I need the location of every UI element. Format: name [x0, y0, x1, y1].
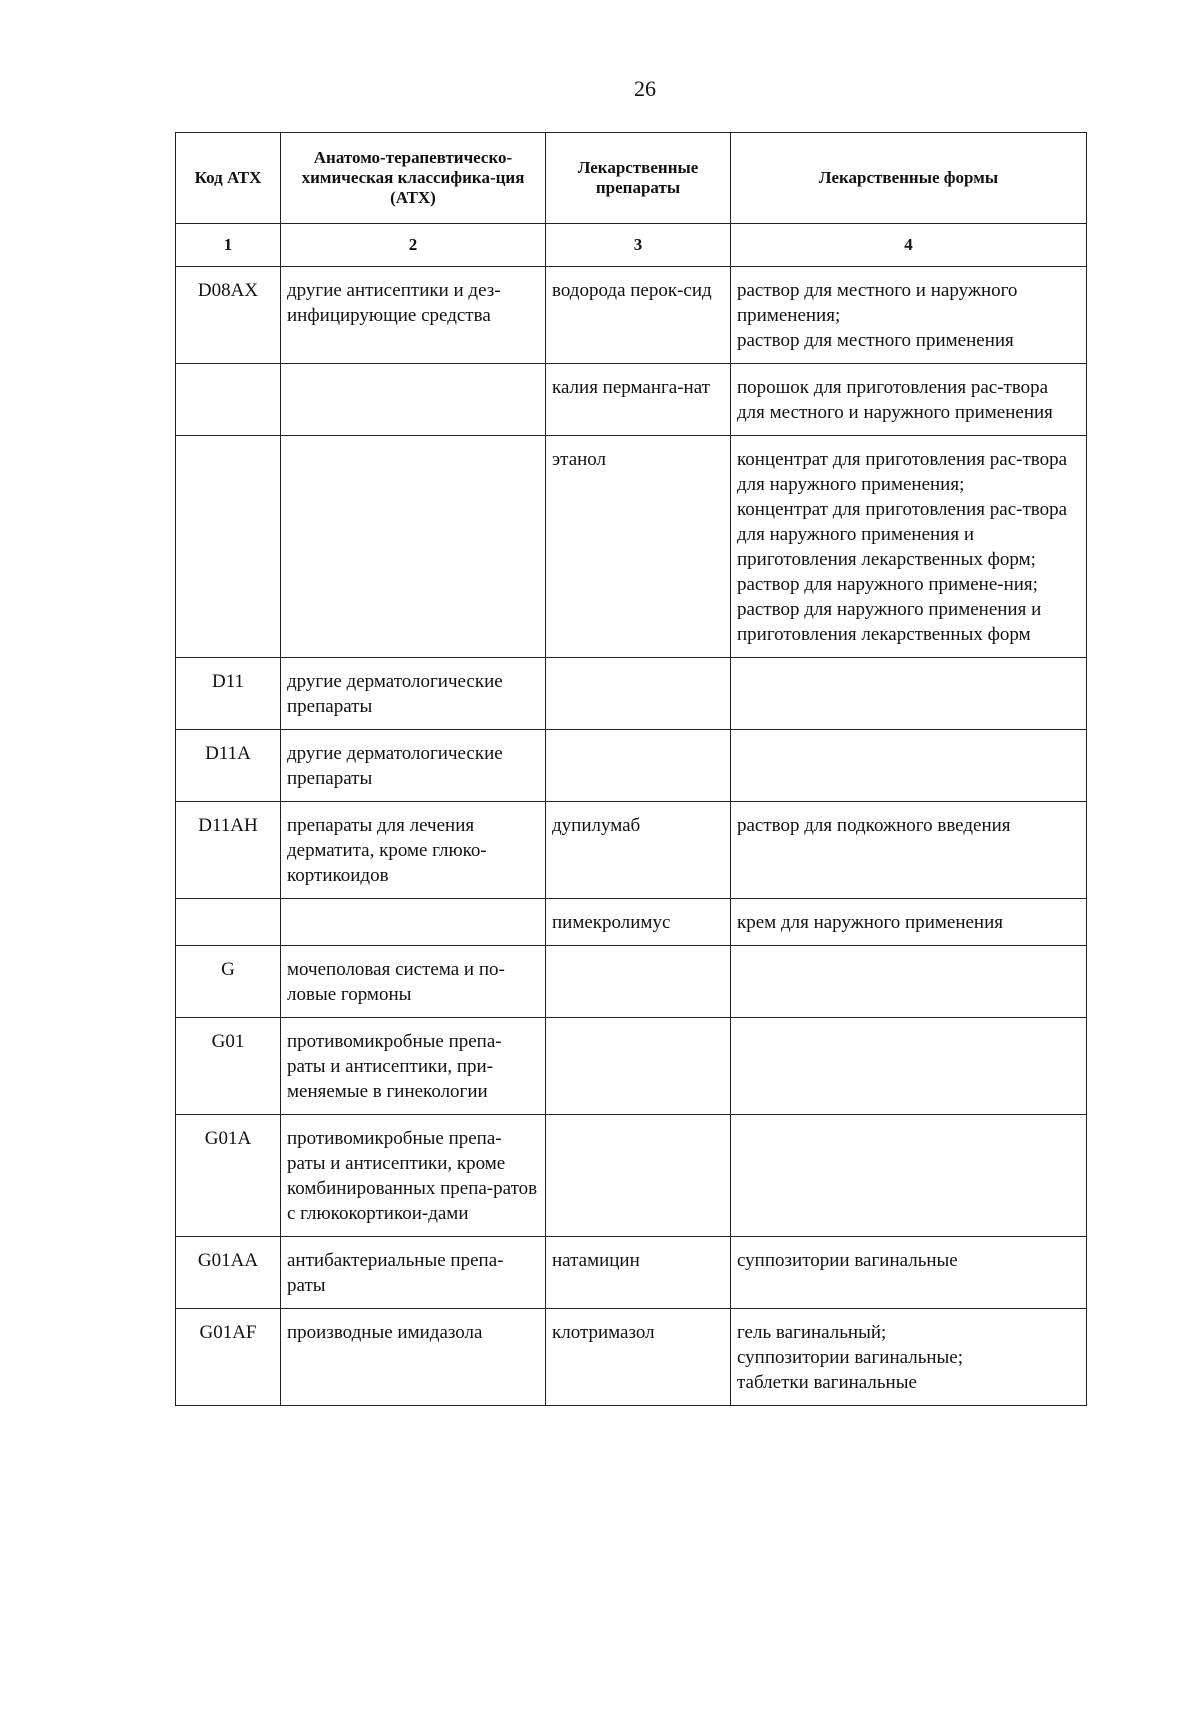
table-row — [176, 899, 1087, 946]
table-row — [176, 802, 1087, 899]
atx-code-cell — [176, 364, 281, 436]
dosage-forms-cell: гель вагинальный; суппозитории вагинальные; таблетки вагинальные — [731, 1309, 1087, 1406]
classification-cell — [281, 436, 546, 658]
drug-cell: пимекролимус — [546, 899, 731, 946]
table-row — [176, 658, 1087, 730]
table-row — [176, 1237, 1087, 1309]
atx-code-cell: G01AA — [176, 1237, 281, 1309]
classification-cell: противомикробные препа-раты и антисептики, при-меняемые в гинекологии — [281, 1018, 546, 1115]
classification-cell: препараты для лечения дерматита, кроме глюко-кортикоидов — [281, 802, 546, 899]
atx-code-cell: G — [176, 946, 281, 1018]
classification-cell: другие дерматологические препараты — [281, 658, 546, 730]
atx-code-cell — [176, 899, 281, 946]
atx-code-cell: D11AH — [176, 802, 281, 899]
column-number-row — [176, 224, 1087, 267]
atx-code-cell: D11 — [176, 658, 281, 730]
table-row — [176, 1309, 1087, 1406]
dosage-forms-cell: концентрат для приготовления рас-твора для наружного применения; концентрат для приготовления рас-твора для наружного применения и приготовления лекарственных форм; раствор для наружного примене-ния; раствор для наружного применения и приготовления лекарственных форм — [731, 436, 1087, 658]
table-row — [176, 364, 1087, 436]
table-header-row — [176, 133, 1087, 224]
classification-cell: производные имидазола — [281, 1309, 546, 1406]
header-forms: Лекарственные формы — [731, 133, 1087, 224]
dosage-forms-cell — [731, 1018, 1087, 1115]
dosage-forms-cell: раствор для подкожного введения — [731, 802, 1087, 899]
drug-cell — [546, 658, 731, 730]
atx-table — [175, 132, 1087, 1406]
column-number: 4 — [731, 224, 1087, 267]
atx-code-cell — [176, 436, 281, 658]
table-row — [176, 1115, 1087, 1237]
dosage-forms-cell — [731, 946, 1087, 1018]
drug-cell: дупилумаб — [546, 802, 731, 899]
column-number: 1 — [176, 224, 281, 267]
atx-code-cell: G01A — [176, 1115, 281, 1237]
column-number: 3 — [546, 224, 731, 267]
header-drugs: Лекарственные препараты — [546, 133, 731, 224]
classification-cell — [281, 899, 546, 946]
header-code: Код АТХ — [176, 133, 281, 224]
column-number: 2 — [281, 224, 546, 267]
dosage-forms-cell — [731, 730, 1087, 802]
atx-code-cell: G01 — [176, 1018, 281, 1115]
table-row — [176, 267, 1087, 364]
drug-cell: калия перманга-нат — [546, 364, 731, 436]
classification-cell: противомикробные препа-раты и антисептики, кроме комбинированных препа-ратов с глюкокортикои-дами — [281, 1115, 546, 1237]
drug-cell: этанол — [546, 436, 731, 658]
dosage-forms-cell — [731, 658, 1087, 730]
drug-cell — [546, 946, 731, 1018]
drug-cell — [546, 1018, 731, 1115]
classification-cell: антибактериальные препа-раты — [281, 1237, 546, 1309]
drug-cell — [546, 1115, 731, 1237]
page-number: 26 — [634, 76, 656, 101]
table-row — [176, 730, 1087, 802]
dosage-forms-cell: раствор для местного и наружного применения; раствор для местного применения — [731, 267, 1087, 364]
classification-cell: другие дерматологические препараты — [281, 730, 546, 802]
drug-cell — [546, 730, 731, 802]
header-classification: Анатомо-терапевтическо-химическая классифика-ция (АТХ) — [281, 133, 546, 224]
classification-cell: другие антисептики и дез-инфицирующие средства — [281, 267, 546, 364]
table-row — [176, 1018, 1087, 1115]
dosage-forms-cell: крем для наружного применения — [731, 899, 1087, 946]
atx-code-cell: D11A — [176, 730, 281, 802]
classification-cell: мочеполовая система и по-ловые гормоны — [281, 946, 546, 1018]
dosage-forms-cell — [731, 1115, 1087, 1237]
drug-cell: натамицин — [546, 1237, 731, 1309]
atx-code-cell: D08AX — [176, 267, 281, 364]
table-row — [176, 946, 1087, 1018]
drug-cell: клотримазол — [546, 1309, 731, 1406]
classification-cell — [281, 364, 546, 436]
table-row — [176, 436, 1087, 658]
dosage-forms-cell: суппозитории вагинальные — [731, 1237, 1087, 1309]
dosage-forms-cell: порошок для приготовления рас-твора для местного и наружного применения — [731, 364, 1087, 436]
atx-code-cell: G01AF — [176, 1309, 281, 1406]
drug-cell: водорода перок-сид — [546, 267, 731, 364]
